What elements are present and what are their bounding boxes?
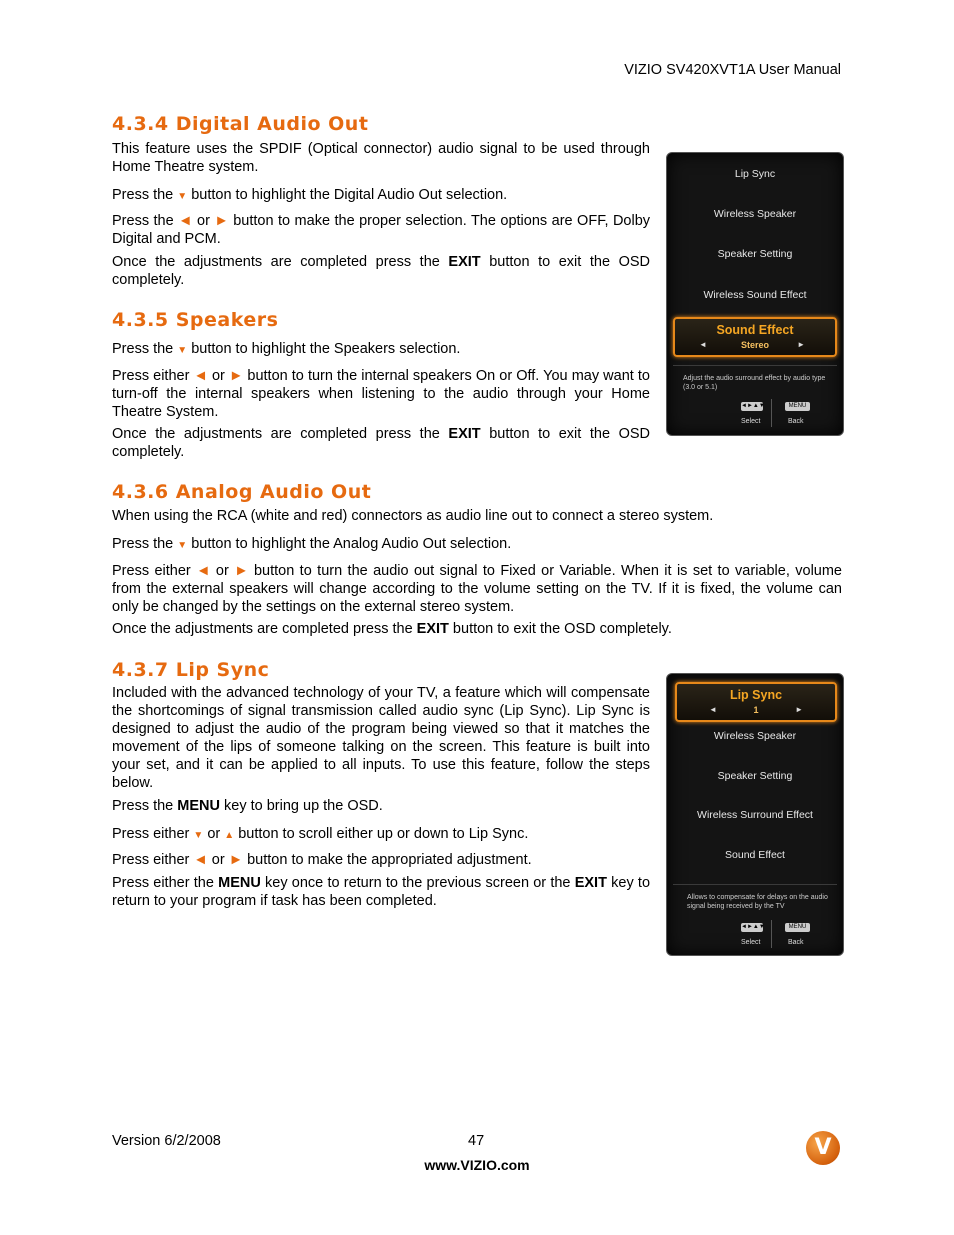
section-heading-digital-audio-out: 4.3.4 Digital Audio Out <box>112 113 369 135</box>
speakers-paragraph-1: Press the ▼ button to highlight the Speakers selection. <box>112 341 461 357</box>
right-arrow-icon: ► <box>214 213 229 229</box>
down-arrow-icon: ▼ <box>177 345 188 356</box>
osd-description: Allows to compensate for delays on the audio signal being received by the TV <box>687 894 828 910</box>
osd-select-label: Select <box>741 939 761 946</box>
analog-paragraph-4: Once the adjustments are completed press the EXIT button to exit the OSD completely. <box>112 621 672 637</box>
osd-menu-item: Speaker Setting <box>717 248 793 260</box>
osd-menu-item: Sound Effect <box>725 849 785 861</box>
down-arrow-icon: ▼ <box>193 830 204 841</box>
osd-menu-item: Lip Sync <box>734 168 776 180</box>
osd-menu-item: Wireless Sound Effect <box>703 289 807 301</box>
digital-paragraph-4: Once the adjustments are completed press the EXIT button to exit the OSD completely. <box>112 254 650 288</box>
osd-separator <box>771 920 772 948</box>
osd-select-label: Select <box>741 418 761 425</box>
left-arrow-icon: ◄ <box>193 852 208 868</box>
osd-menu-key-icon: MENU <box>785 402 810 411</box>
osd-selected-item <box>673 317 837 357</box>
left-arrow-icon: ◄ <box>196 563 211 579</box>
osd-left-arrow-icon: ◄ <box>709 705 717 714</box>
osd-back-label: Back <box>788 939 804 946</box>
osd-divider <box>673 365 837 366</box>
osd-menu-item: Wireless Surround Effect <box>697 809 813 821</box>
lipsync-paragraph-2: Press the MENU key to bring up the OSD. <box>112 798 383 814</box>
osd-selected-value: Stereo <box>740 340 769 350</box>
osd-select-arrows-icon: ◄►▲▼ <box>741 403 765 409</box>
section-heading-analog-audio-out: 4.3.6 Analog Audio Out <box>112 481 372 503</box>
analog-paragraph-1: When using the RCA (white and red) connectors as audio line out to connect a stereo system. <box>112 508 714 524</box>
osd-menu-item: Speaker Setting <box>717 770 793 782</box>
osd-menu-item: Wireless Speaker <box>713 208 797 220</box>
osd-left-arrow-icon: ◄ <box>699 340 707 349</box>
osd-back-label: Back <box>788 418 804 425</box>
lipsync-paragraph-1: Included with the advanced technology of your TV, a feature which will compensate the shortcomings of signal transmission called audio sync (Lip Sync). Lip Sync is designed to adjust the audio of the program being viewed so that it matches the movement of the lips of someone talking on the screen. This feature is built into your set, and it can be applied to all inputs. To use this feature, follow the steps below. <box>112 685 650 791</box>
osd-selected-item <box>675 682 837 722</box>
osd-separator <box>771 399 772 427</box>
osd-menu-item: Wireless Speaker <box>713 730 797 742</box>
right-arrow-icon: ► <box>228 368 244 384</box>
digital-paragraph-2: Press the ▼ button to highlight the Digital Audio Out selection. <box>112 187 508 203</box>
down-arrow-icon: ▼ <box>177 191 188 202</box>
footer-version: Version 6/2/2008 <box>112 1133 221 1149</box>
osd-select-arrows-icon: ◄►▲▼ <box>741 924 765 930</box>
lipsync-paragraph-5: Press either the MENU key once to return to the previous screen or the EXIT key to return to your program if task has been completed. <box>112 875 651 909</box>
osd-selected-value: 1 <box>753 705 759 715</box>
osd-description: Adjust the audio surround effect by audio type (3.0 or 5.1) <box>683 375 826 391</box>
osd-selected-title: Sound Effect <box>716 323 794 337</box>
document-header: VIZIO SV420XVT1A User Manual <box>624 62 841 78</box>
section-heading-lip-sync: 4.3.7 Lip Sync <box>112 659 270 681</box>
osd-divider <box>673 884 837 885</box>
left-arrow-icon: ◄ <box>193 368 208 384</box>
lipsync-paragraph-3: Press either ▼ or ▲ button to scroll either up or down to Lip Sync. <box>112 826 529 842</box>
osd-right-arrow-icon: ► <box>797 340 805 349</box>
osd-screenshot-sound-effect <box>666 152 844 436</box>
footer-url: www.VIZIO.com <box>424 1157 530 1173</box>
osd-screenshot-lip-sync <box>666 673 844 956</box>
speakers-paragraph-3: Once the adjustments are completed press the EXIT button to exit the OSD completely. <box>112 426 650 460</box>
right-arrow-icon: ► <box>228 852 244 868</box>
footer-page-number: 47 <box>468 1133 485 1149</box>
section-heading-speakers: 4.3.5 Speakers <box>112 309 279 331</box>
osd-menu-key-icon: MENU <box>785 923 810 932</box>
osd-selected-title: Lip Sync <box>729 688 783 702</box>
osd-right-arrow-icon: ► <box>795 705 803 714</box>
down-arrow-icon: ▼ <box>177 540 188 551</box>
lipsync-paragraph-4: Press either ◄ or ► button to make the appropriated adjustment. <box>112 852 532 868</box>
right-arrow-icon: ► <box>234 563 249 579</box>
left-arrow-icon: ◄ <box>178 213 193 229</box>
analog-paragraph-2: Press the ▼ button to highlight the Analog Audio Out selection. <box>112 536 512 552</box>
vizio-logo-icon: V <box>806 1131 840 1165</box>
up-arrow-icon: ▲ <box>224 830 235 841</box>
digital-paragraph-1: This feature uses the SPDIF (Optical connector) audio signal to be used through Home Theatre system. <box>112 141 650 175</box>
analog-paragraph-3: Press either ◄ or ► button to turn the audio out signal to Fixed or Variable. When it is set to variable, volume from the external speakers will change according to the volume setting on the TV. If it is fixed, the volume can only be changed by the settings on the external stereo system. <box>112 563 842 615</box>
speakers-paragraph-2: Press either ◄ or ► button to turn the internal speakers On or Off. You may want to turn-off the internal speakers when listening to the audio through your Home Theatre System. <box>112 368 650 420</box>
digital-paragraph-3: Press the ◄ or ► button to make the proper selection. The options are OFF, Dolby Digital and PCM. <box>112 213 651 247</box>
